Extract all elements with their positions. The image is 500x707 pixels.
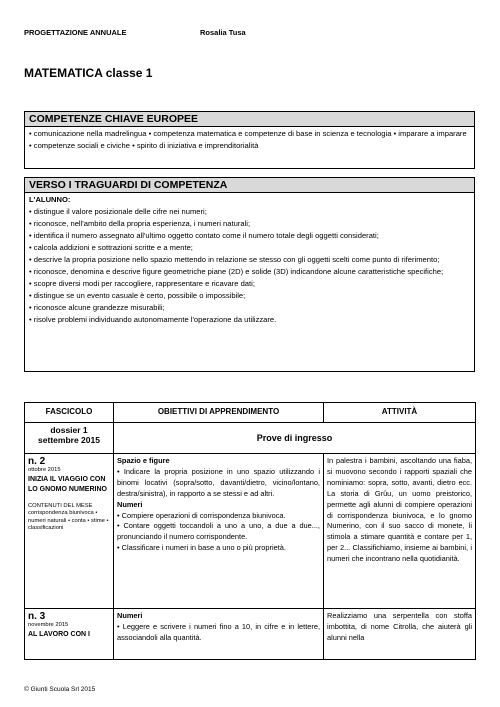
fascicolo-number: n. 2 bbox=[28, 456, 46, 467]
fascicolo-number: n. 3 bbox=[28, 611, 46, 622]
programming-table bbox=[24, 402, 476, 660]
obiettivo-item: • Indicare la propria posizione in uno spazio utilizzando i binomi locativi (sopra/sotto, davanti/dietro, vicino/lontano, destra/sinistra), in rapporto a se stessi e ad altri. bbox=[117, 466, 320, 498]
fascicolo-title: AL LAVORO CON I bbox=[28, 630, 90, 638]
traguardo-item: • calcola addizioni e sottrazioni scritte e a mente; bbox=[29, 243, 193, 252]
obiettivo-item: • Contare oggetti toccandoli a uno a uno, a due a due..., pronunciando il numero corrispondente. bbox=[117, 521, 320, 542]
header-left: PROGETTAZIONE ANNUALE bbox=[24, 28, 127, 37]
table-header-row bbox=[25, 403, 476, 423]
traguardi-sub: L'ALUNNO: bbox=[29, 195, 71, 204]
header-author: Rosalia Tusa bbox=[200, 28, 246, 37]
obiettivo-item: • Compiere operazioni di corrispondenza biunivoca. bbox=[117, 510, 286, 520]
col-header-fascicolo: FASCICOLO bbox=[25, 403, 114, 423]
col-header-attivita: ATTIVITÀ bbox=[324, 403, 476, 423]
competenze-heading: COMPETENZE CHIAVE EUROPEE bbox=[25, 112, 474, 127]
col-header-obiettivi: OBIETTIVI DI APPRENDIMENTO bbox=[114, 403, 324, 423]
traguardo-item: • scopre diversi modi per raccogliere, rappresentare e ricavare dati; bbox=[29, 279, 255, 288]
fascicolo-title: INIZIA IL VIAGGIO CON LO GNOMO NUMERINO bbox=[28, 475, 107, 493]
obiettivi-n3 bbox=[114, 609, 324, 660]
dossier-label: dossier 1 bbox=[50, 425, 88, 435]
traguardo-item: • riconosce, denomina e descrive figure geometriche piane (2D) e solide (3D) indicandone alcune caratteristiche specifiche; bbox=[29, 267, 444, 276]
obiettivo-item: • Leggere e scrivere i numeri fino a 10, in cifre e in lettere, associandoli alla quantità. bbox=[117, 621, 320, 642]
traguardo-item: • risolve problemi individuando autonomamente l'operazione da utilizzare. bbox=[29, 315, 277, 324]
table-row-dossier bbox=[25, 423, 476, 454]
traguardi-box bbox=[24, 177, 475, 372]
page-title: MATEMATICA classe 1 bbox=[24, 66, 153, 80]
footer-copyright: © Giunti Scuola Srl 2015 bbox=[24, 686, 96, 693]
traguardo-item: • descrive la propria posizione nello spazio mettendo in relazione se stesso con gli oggetti scelti come punto di riferimento; bbox=[29, 255, 440, 264]
dossier-cell bbox=[25, 423, 114, 454]
fascicolo-n3 bbox=[25, 609, 114, 660]
contenuti-heading: CONTENUTI DEL MESE bbox=[28, 502, 93, 509]
traguardo-item: • riconosce, nell'ambito della propria esperienza, i numeri naturali; bbox=[29, 219, 251, 228]
table-row-n3 bbox=[25, 609, 476, 660]
traguardo-item: • distingue il valore posizionale delle cifre nei numeri; bbox=[29, 207, 207, 216]
fascicolo-n2 bbox=[25, 454, 114, 609]
fascicolo-date: ottobre 2015 bbox=[28, 467, 61, 473]
attivita-n2: In palestra i bambini, ascoltando una fiaba, si muovono secondo i rapporti spaziali che nominiamo: sopra, sotto, avanti, dietro ecc. La storia di Grûu, un uomo preistorico, permette agli alunni di compiere operazioni di corrispondenza biunivoca, e lo gnomo Numerino, con il suo sacco di monete, li stimola a stimare quantità e contare per 1, per 2... Classifichiamo, insieme ai bambini, i numeri che incontrano nella quotidianità. bbox=[324, 454, 476, 609]
table-row-n2 bbox=[25, 454, 476, 609]
contenuti-list: corrispondenza biunivoca • numeri naturali • conta • stime • classificazioni bbox=[28, 510, 109, 531]
obiettivi-heading: Spazio e figure bbox=[117, 456, 170, 465]
traguardo-item: • riconosce alcune grandezze misurabili; bbox=[29, 303, 165, 312]
traguardo-item: • distingue se un evento casuale è certo, possibile o impossibile; bbox=[29, 291, 246, 300]
dossier-date: settembre 2015 bbox=[38, 435, 100, 445]
prove-ingresso: Prove di ingresso bbox=[114, 423, 476, 454]
obiettivo-item: • Classificare i numeri in base a uno o più proprietà. bbox=[117, 543, 286, 553]
obiettivi-heading: Numeri bbox=[117, 499, 143, 509]
traguardi-heading: VERSO I TRAGUARDI DI COMPETENZA bbox=[25, 178, 474, 193]
fascicolo-date: novembre 2015 bbox=[28, 622, 69, 628]
obiettivi-heading: Numeri bbox=[117, 611, 143, 620]
attivita-n3: Realizziamo una serpentella con stoffa imbottita, di nome Citrolla, che aiuterà gli alunni nella bbox=[324, 609, 476, 660]
obiettivi-n2 bbox=[114, 454, 324, 609]
traguardo-item: • identifica il numero assegnato all'ultimo oggetto contato come il numero totale degli oggetti considerati; bbox=[29, 231, 379, 240]
traguardi-list bbox=[25, 193, 474, 328]
competenze-box bbox=[24, 111, 475, 169]
competenze-text: • comunicazione nella madrelingua • competenza matematica e competenze di base in scienza e tecnologia • imparare a imparare • competenze sociali e civiche • spirito di iniziativa e imprenditorialità bbox=[29, 129, 467, 150]
